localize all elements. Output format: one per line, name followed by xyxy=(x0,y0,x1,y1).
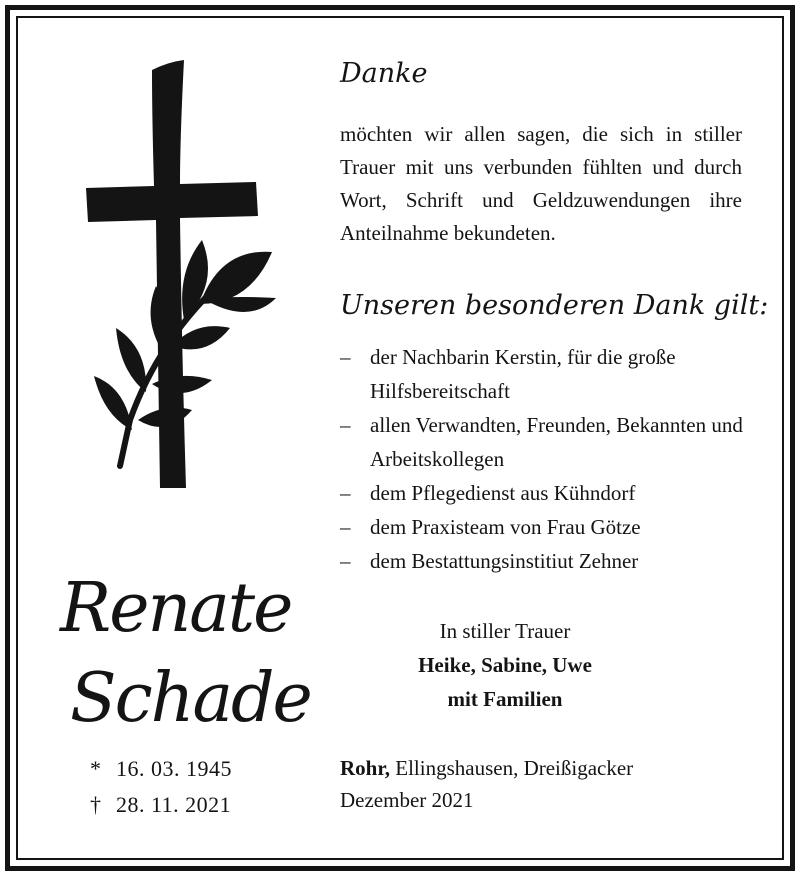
list-item xyxy=(340,408,760,476)
dash-marker: – xyxy=(340,515,351,539)
list-item xyxy=(340,476,760,510)
star-icon: * xyxy=(90,756,102,781)
dagger-icon: † xyxy=(90,792,102,817)
death-date: 28. 11. 2021 xyxy=(116,792,232,817)
place-line xyxy=(340,752,633,784)
birth-date-line xyxy=(90,756,232,782)
heading-special-thanks: Unseren besonderen Dank gilt: xyxy=(340,290,769,321)
list-item-text: allen Verwandten, Freunden, Bekannten und Arbeitskollegen xyxy=(370,413,743,471)
dash-marker: – xyxy=(340,549,351,573)
deceased-first-name: Renate xyxy=(60,569,292,648)
place-others: Ellingshausen, Dreißigacker xyxy=(390,756,634,780)
list-item-text: dem Bestattungsinstitiut Zehner xyxy=(370,549,639,573)
dash-marker: – xyxy=(340,413,351,437)
death-date-line xyxy=(90,792,231,818)
deceased-last-name: Schade xyxy=(70,659,311,738)
mourners-families: mit Familien xyxy=(447,687,563,711)
mourning-line: In stiller Trauer xyxy=(439,619,571,643)
cross-with-leaves-icon xyxy=(80,58,280,498)
thanks-list xyxy=(340,340,760,578)
list-item-text: dem Pflegedienst aus Kühndorf xyxy=(370,481,636,505)
heading-danke: Danke xyxy=(340,58,428,89)
dash-marker: – xyxy=(340,481,351,505)
birth-date: 16. 03. 1945 xyxy=(116,756,232,781)
intro-text: möchten wir allen sagen, die sich in stiller Trauer mit uns verbunden fühlten und durch Wort, Schrift und Geldzuwendungen ihre Anteilnahme bekundeten. xyxy=(340,122,742,245)
date-line: Dezember 2021 xyxy=(340,788,474,812)
place-main: Rohr, xyxy=(340,756,390,780)
dash-marker: – xyxy=(340,345,351,369)
list-item-text: der Nachbarin Kerstin, für die große Hilfsbereitschaft xyxy=(370,345,676,403)
list-item xyxy=(340,510,760,544)
mourners-block xyxy=(340,614,670,716)
list-item xyxy=(340,544,760,578)
mourners-names: Heike, Sabine, Uwe xyxy=(418,653,592,677)
list-item xyxy=(340,340,760,408)
list-item-text: dem Praxisteam von Frau Götze xyxy=(370,515,641,539)
